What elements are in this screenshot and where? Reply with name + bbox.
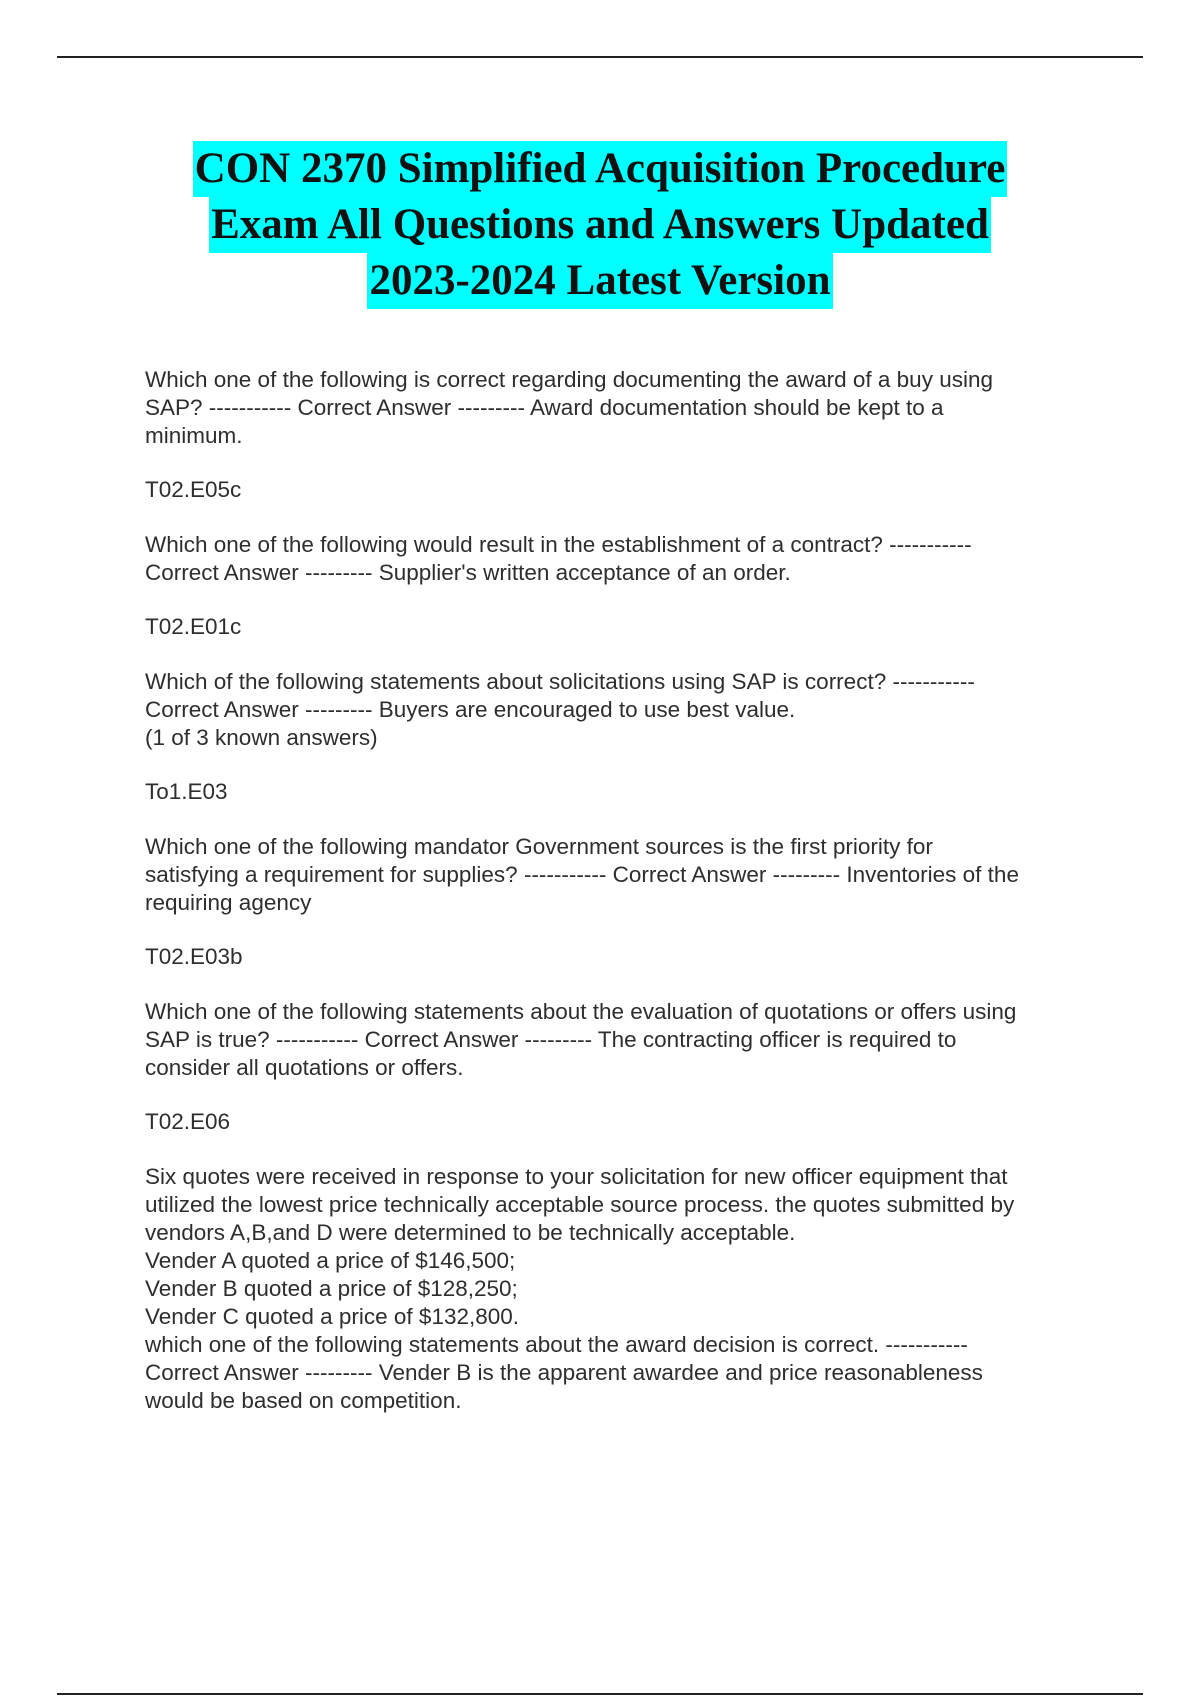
bottom-rule [57, 1693, 1143, 1695]
question-code: T02.E01c [145, 614, 242, 639]
question-code: T02.E06 [145, 1109, 231, 1134]
question-code: T02.E03b [145, 944, 243, 969]
title-line: 2023-2024 Latest Version [367, 253, 832, 309]
question-answer: Six quotes were received in response to your solicitation for new officer equipment that utilized the lowest price technically acceptable source process. the quotes submitted by vendors A,B,and D were determined to be technically acceptable. Vender A quoted a price of $146,500; Vender B quoted a price of $128,250; Vender C quoted a price of $132,800. which one of the following statements about the award decision is correct. ----------- Correct Answer --------- Vender B is the apparent awardee and price reasonableness would be based on competition. [145, 1164, 1015, 1413]
qa-list [145, 366, 1095, 1415]
question-answer: Which of the following statements about solicitations using SAP is correct? ----------- Correct Answer --------- Buyers are encouraged to use best value. (1 of 3 known answers) [145, 669, 975, 750]
question-code: T02.E05c [145, 477, 242, 502]
title-line: CON 2370 Simplified Acquisition Procedure [193, 141, 1008, 197]
document-title [80, 141, 1120, 309]
question-answer: Which one of the following would result in the establishment of a contract? ----------- Correct Answer --------- Supplier's written acceptance of an order. [145, 532, 972, 585]
question-code: To1.E03 [145, 779, 228, 804]
question-answer: Which one of the following is correct regarding documenting the award of a buy using SAP? ----------- Correct Answer --------- Award documentation should be kept to a minimum. [145, 367, 993, 448]
question-answer: Which one of the following mandator Government sources is the first priority for satisfying a requirement for supplies? ----------- Correct Answer --------- Inventories of the requiring agency [145, 834, 1019, 915]
top-rule [57, 56, 1143, 58]
question-answer: Which one of the following statements about the evaluation of quotations or offers using SAP is true? ----------- Correct Answer --------- The contracting officer is required to consider all quotations or offers. [145, 999, 1017, 1080]
title-line: Exam All Questions and Answers Updated [209, 197, 991, 253]
